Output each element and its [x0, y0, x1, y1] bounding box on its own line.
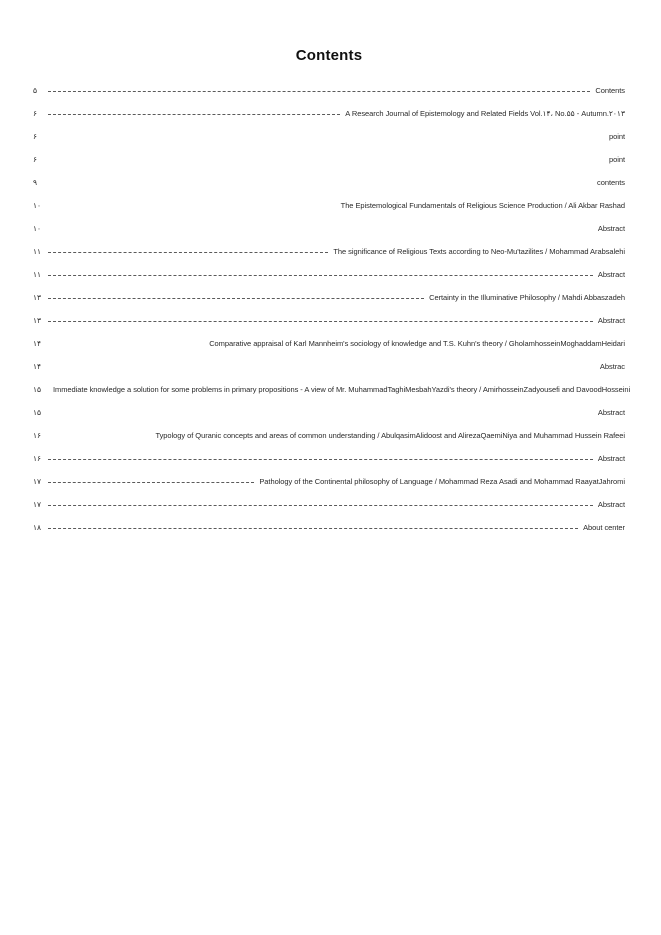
- toc-entry-label: Immediate knowledge a solution for some problems in primary propositions - A view of Mr. MuhammadTaghiMesbahYazdi's theory / AmirhosseinZadyousefi and DavoodHosseini: [53, 385, 631, 394]
- toc-entry: [33, 102, 625, 125]
- toc-page-number: ۱۸: [33, 523, 42, 532]
- toc-page-number: ۱۷: [33, 477, 42, 486]
- toc-leader-dots: [48, 298, 424, 299]
- toc-page-number: ۱۵: [33, 385, 42, 394]
- toc-entry-label: point: [608, 132, 625, 141]
- toc-entry-label: Contents: [595, 86, 625, 95]
- toc-entry-label: Typology of Quranic concepts and areas of common understanding / AbulqasimAlidoost and AlirezaQaemiNiya and Muhammad Hussein Rafeei: [155, 431, 625, 440]
- toc-page-number: ۱۴: [33, 362, 42, 371]
- toc-entry-label: Abstract: [597, 408, 625, 417]
- toc-page-number: ۶: [33, 109, 38, 118]
- toc-entry-label: Abstract: [597, 224, 625, 233]
- toc-entry-label: Certainty in the Illuminative Philosophy / Mahdi Abbaszadeh: [429, 293, 625, 302]
- toc-entry: [33, 470, 625, 493]
- toc-page-number: ۱۶: [33, 431, 42, 440]
- toc-entry-label: About center: [583, 523, 625, 532]
- toc-leader-dots: [48, 114, 340, 115]
- toc-entry: [33, 401, 625, 424]
- toc-page-number: ۱۱: [33, 270, 42, 279]
- toc-entry-label: The significance of Religious Texts according to Neo-Mu'tazilites / Mohammad Arabsalehi: [333, 247, 625, 256]
- toc-entry: [33, 263, 625, 286]
- toc-entry: [33, 148, 625, 171]
- toc-page-number: ۶: [33, 132, 38, 141]
- table-of-contents: [33, 79, 631, 539]
- toc-leader-dots: [48, 275, 593, 276]
- toc-page-number: ۶: [33, 155, 38, 164]
- toc-entry: [33, 447, 625, 470]
- toc-entry-label: point: [608, 155, 625, 164]
- toc-entry: [33, 217, 625, 240]
- toc-entry-label: Abstract: [597, 454, 625, 463]
- toc-page-number: ۱۱: [33, 247, 42, 256]
- toc-leader-dots: [48, 91, 590, 92]
- toc-page-number: ۱۳: [33, 293, 42, 302]
- toc-entry: [33, 424, 625, 447]
- toc-page-number: ۱۳: [33, 316, 42, 325]
- toc-page-number: ۱۰: [33, 201, 42, 210]
- toc-entry-label: The Epistemological Fundamentals of Religious Science Production / Ali Akbar Rashad: [340, 201, 625, 210]
- toc-entry: [33, 171, 625, 194]
- page-title: Contents: [295, 47, 363, 64]
- toc-entry-label: contents: [597, 178, 625, 187]
- toc-leader-dots: [48, 505, 593, 506]
- toc-entry-label: Abstract: [597, 270, 625, 279]
- toc-entry: [33, 516, 625, 539]
- toc-entry-label: Abstract: [597, 316, 625, 325]
- toc-entry-label: Comparative appraisal of Karl Mannheim's sociology of knowledge and T.S. Kuhn's theory / GholamhosseinMoghaddamHeidari: [209, 339, 625, 348]
- toc-page-number: ۵: [33, 86, 38, 95]
- toc-page-number: ۱۴: [33, 339, 42, 348]
- toc-page-number: ۱۰: [33, 224, 42, 233]
- toc-leader-dots: [48, 528, 578, 529]
- toc-entry: [33, 240, 625, 263]
- toc-entry-label: Pathology of the Continental philosophy of Language / Mohammad Reza Asadi and Mohammad RaayatJahromi: [259, 477, 625, 486]
- toc-page-number: ۱۶: [33, 454, 42, 463]
- toc-page-number: ۱۵: [33, 408, 42, 417]
- toc-leader-dots: [48, 482, 254, 483]
- toc-entry: [33, 493, 625, 516]
- toc-entry: [33, 309, 625, 332]
- toc-page-number: ۱۷: [33, 500, 42, 509]
- toc-entry: [33, 378, 631, 401]
- toc-entry: [33, 194, 625, 217]
- toc-entry-label: A Research Journal of Epistemology and Related Fields Vol.۱۴، No.۵۵ - Autumn.۲۰۱۳: [345, 109, 625, 118]
- toc-entry: [33, 355, 625, 378]
- toc-leader-dots: [48, 252, 328, 253]
- toc-page-number: ۹: [33, 178, 38, 187]
- toc-leader-dots: [48, 321, 593, 322]
- toc-leader-dots: [48, 459, 593, 460]
- toc-entry-label: Abstract: [597, 500, 625, 509]
- toc-entry: [33, 125, 625, 148]
- toc-entry: [33, 79, 625, 102]
- toc-entry-label: Abstrac: [599, 362, 625, 371]
- toc-entry: [33, 286, 625, 309]
- toc-entry: [33, 332, 625, 355]
